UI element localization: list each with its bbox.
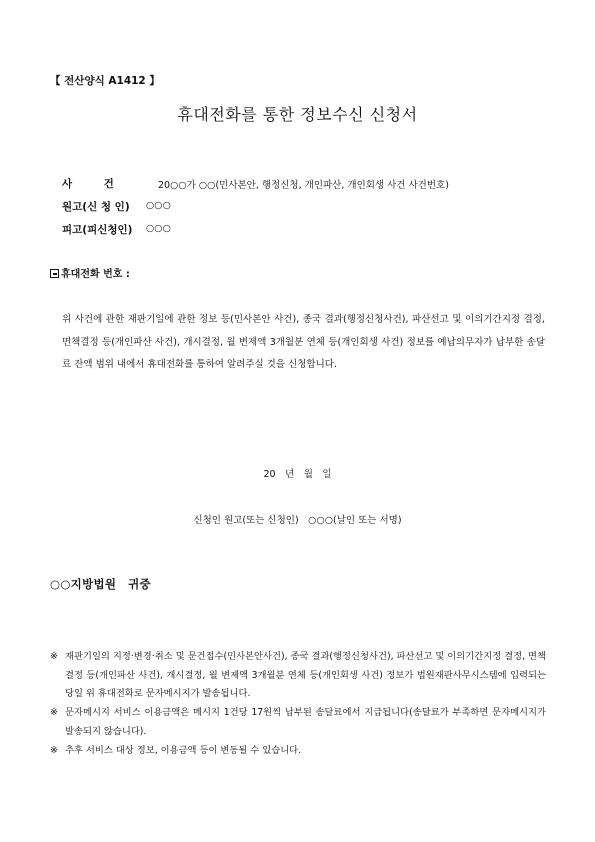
applicant-signature-line: 신청인 원고(또는 신청인) ○○○(날인 또는 서명) — [193, 515, 402, 526]
defendant-label: 피고(피신청인) — [62, 224, 133, 236]
request-body-text: 위 사건에 관한 재판기일에 관한 정보 등(민사본안 사건), 종국 결과(행정신청사건), 파산선고 및 이의기간지정 결정, 면책결정 등(개인파산 사건), 개시결정, 월 변제액 3개월분 연체 등(개인회생 사건) 정보를 예납의무자가 납부한 송달료 잔액 범위 내에서 휴대전화를 통하여 알려주실 것을 신청합니다. — [62, 314, 545, 370]
note-mark-icon: ※ — [50, 744, 58, 756]
note-item — [50, 742, 546, 761]
note-mark-icon: ※ — [50, 651, 58, 662]
form-number-tag: 【 전산양식 A1412 】 — [50, 75, 160, 87]
plaintiff-value: ○○○ — [146, 200, 171, 211]
notes-list — [50, 648, 546, 760]
court-addressee: ○○지방법원 귀중 — [50, 577, 151, 591]
case-label: 사 건 — [62, 178, 114, 190]
square-bullet-icon — [50, 269, 59, 278]
case-value: 20○○가 ○○(민사본안, 행정신청, 개인파산, 개인회생 사건 사건번호) — [158, 180, 449, 191]
note-text: 문자메시지 서비스 이용금액은 메시지 1건당 17원씩 납부된 송달료에서 지급됩니다(송달료가 부족하면 문자메시지가 발송되지 않습니다). — [65, 707, 546, 737]
document-title: 휴대전화를 통한 정보수신 신청서 — [177, 105, 418, 124]
phone-number-field — [50, 265, 130, 280]
note-mark-icon: ※ — [50, 707, 58, 719]
defendant-value: ○○○ — [146, 223, 171, 234]
phone-number-label: 휴대전화 번호 : — [61, 269, 130, 280]
plaintiff-label: 원고(신 청 인) — [62, 201, 130, 213]
note-item — [50, 704, 546, 741]
note-item — [50, 648, 546, 704]
note-text: 추후 서비스 대상 정보, 이용금액 등이 변동될 수 있습니다. — [65, 744, 302, 756]
note-text: 재판기일의 지정·변경·취소 및 문건접수(민사본안사건), 종국 결과(행정신청사건), 파산선고 및 이의기간지정 결정, 면책결정 등(개인파산 사건), 개시결정, 월 변제액 3개월분 연체 등(개인회생 사건) 정보가 법원재판사무시스템에 입력되는 당일 위 휴대전화로 문자메시지가 발송됩니다. — [65, 651, 546, 700]
date-line: 20 년 월 일 — [263, 469, 332, 480]
